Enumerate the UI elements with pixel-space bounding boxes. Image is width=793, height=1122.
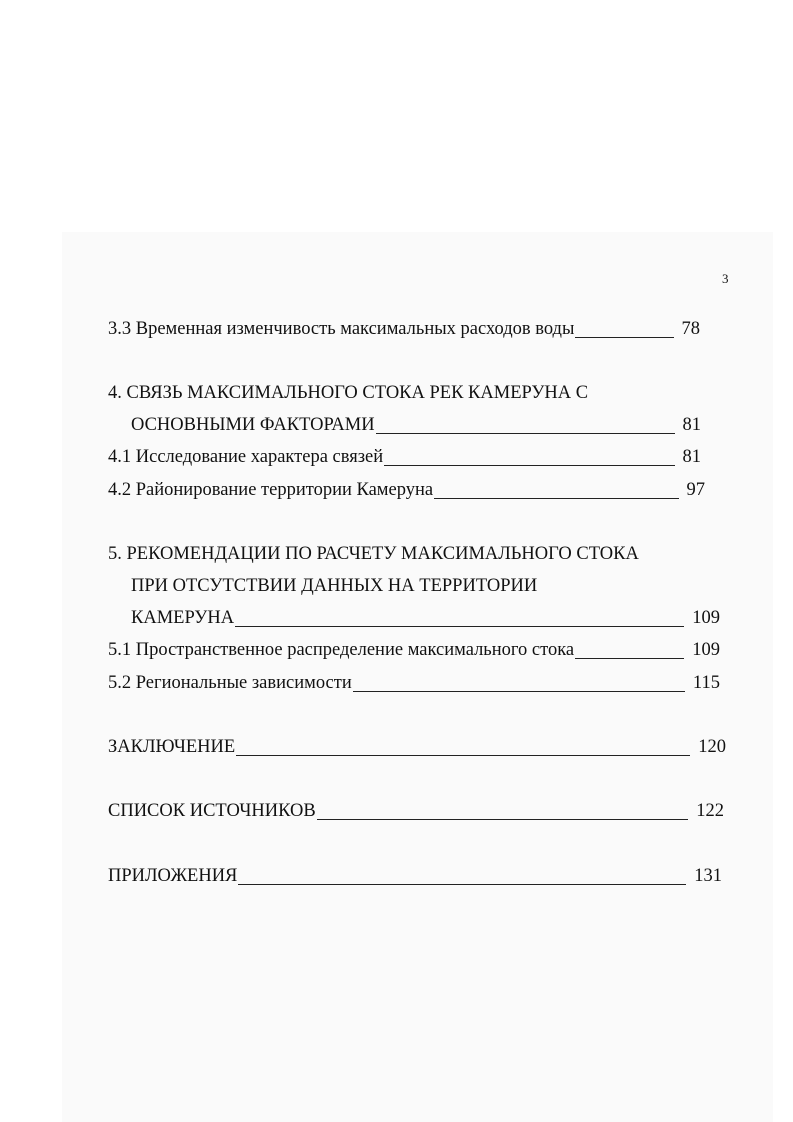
toc-entry-title: 4.1 Исследование характера связей — [108, 447, 384, 467]
toc-entry-page: 81 — [682, 415, 701, 435]
toc-entry-page: 120 — [698, 737, 726, 757]
toc-chapter-5-heading: 5. РЕКОМЕНДАЦИИ ПО РАСЧЕТУ МАКСИМАЛЬНОГО СТОКА — [108, 544, 639, 564]
toc-entry-title: 4.2 Районирование территории Камеруна — [108, 480, 434, 500]
toc-leader-line — [353, 691, 685, 692]
toc-entry-title: 5.2 Региональные зависимости — [108, 673, 352, 693]
toc-entry-title: СПИСОК ИСТОЧНИКОВ — [108, 801, 316, 821]
toc-chapter-5-heading-line2: ПРИ ОТСУТСТВИИ ДАННЫХ НА ТЕРРИТОРИИ — [131, 576, 538, 596]
toc-chapter-4-heading: 4. СВЯЗЬ МАКСИМАЛЬНОГО СТОКА РЕК КАМЕРУНА С — [108, 383, 589, 403]
toc-entry-page: 109 — [692, 608, 720, 628]
toc-entry-chapter-4 — [131, 414, 701, 436]
toc-entry-page: 109 — [692, 640, 720, 660]
toc-entry-title: 3.3 Временная изменчивость максимальных расходов воды — [108, 319, 575, 339]
toc-leader-line — [575, 658, 684, 659]
toc-leader-line — [238, 884, 686, 885]
toc-entry-title: ЗАКЛЮЧЕНИЕ — [108, 737, 236, 757]
toc-leader-line — [384, 465, 674, 466]
toc-entry-4-1 — [108, 446, 701, 468]
toc-entry-5-2 — [108, 672, 720, 694]
toc-leader-line — [434, 498, 678, 499]
toc-entry-page: 97 — [686, 480, 705, 500]
toc-entry-page: 115 — [692, 673, 720, 693]
toc-entry-5-1 — [108, 639, 720, 661]
toc-leader-line — [235, 626, 684, 627]
toc-entry-title: ОСНОВНЫМИ ФАКТОРАМИ — [131, 415, 375, 435]
toc-entry-page: 81 — [682, 447, 701, 467]
toc-entry-title: ПРИЛОЖЕНИЯ — [108, 866, 238, 886]
toc-leader-line — [236, 755, 690, 756]
toc-entry-page: 78 — [681, 319, 700, 339]
toc-entry-4-2 — [108, 479, 705, 501]
toc-entry-page: 122 — [696, 801, 724, 821]
toc-entry-chapter-5 — [131, 607, 720, 629]
toc-entry-page: 131 — [694, 866, 722, 886]
toc-entry-appendices — [108, 865, 722, 887]
toc-leader-line — [575, 337, 673, 338]
toc-entry-title: КАМЕРУНА — [131, 608, 235, 628]
toc-leader-line — [376, 433, 675, 434]
toc-entry-conclusion — [108, 736, 726, 758]
toc-entry-sources — [108, 800, 724, 822]
toc-leader-line — [317, 819, 689, 820]
page-number: 3 — [722, 271, 729, 286]
toc-entry-title: 5.1 Пространственное распределение максимального стока — [108, 640, 575, 660]
toc-entry-3-3 — [108, 318, 700, 340]
